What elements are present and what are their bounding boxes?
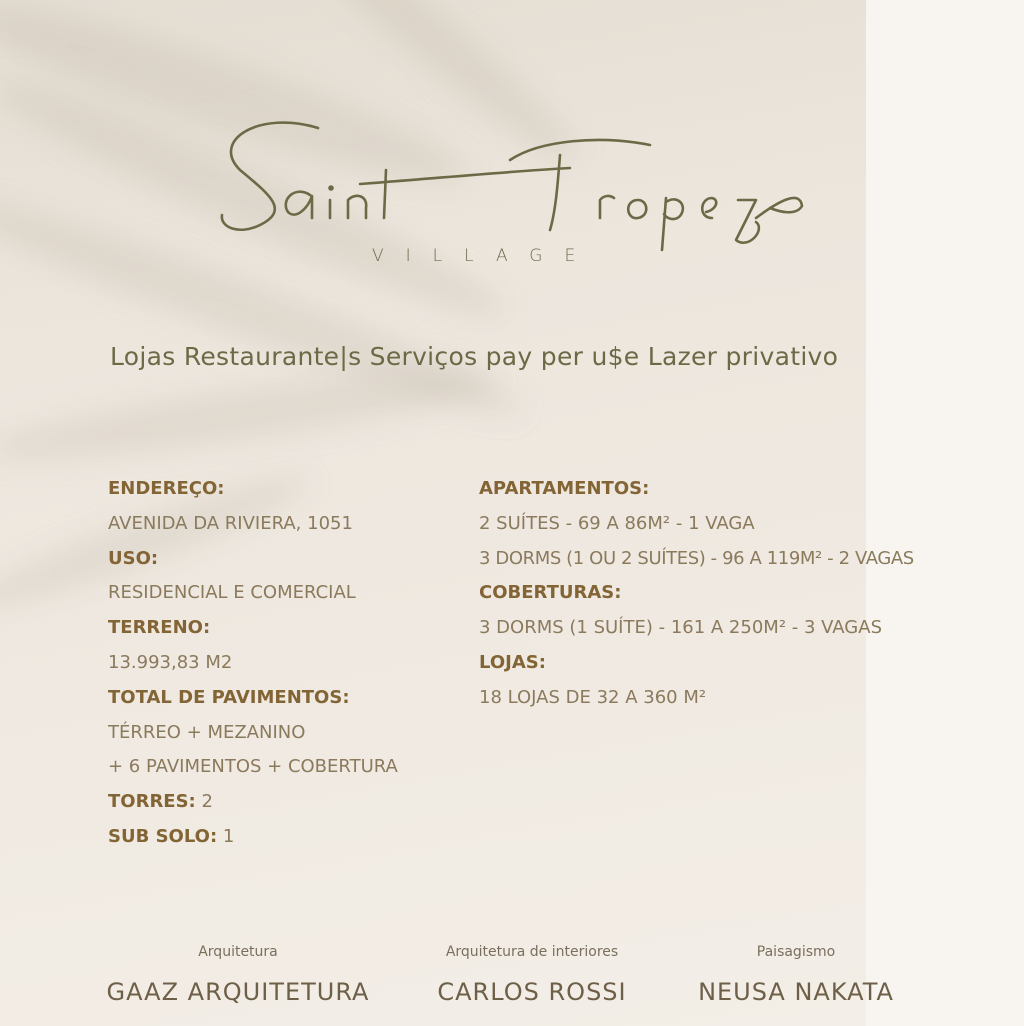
spec-value: AVENIDA DA RIVIERA, 1051 [108,512,353,534]
spec-value: 2 [195,791,213,813]
credit-name: NEUSA NAKATA [698,978,894,1006]
spec-row [108,716,398,751]
credit-name: CARLOS ROSSI [437,978,627,1006]
spec-row [108,820,398,855]
spec-row [479,576,914,611]
spec-label: SUB SOLO: [108,825,218,847]
spec-row [479,681,914,716]
credit-role: Arquitetura de interiores [445,944,619,960]
spec-row [479,507,914,542]
spec-row [108,472,398,507]
spec-label: TOTAL DE PAVIMENTOS: [108,686,350,708]
spec-label: TORRES: [108,791,196,813]
spec-row [108,507,398,542]
spec-value: 2 SUÍTES - 69 A 86M² - 1 VAGA [479,512,755,534]
spec-label: ENDEREÇO: [108,478,225,499]
brand-subtitle: VILLAGE [372,246,598,266]
credit-landscaping [676,944,916,1006]
spec-label: APARTAMENTOS: [479,478,650,499]
specs-right-column [479,472,914,716]
spec-row [108,750,398,785]
credit-role: Arquitetura [198,944,278,960]
tagline: Lojas Restaurante|s Serviços pay per u$e Lazer privativo [110,342,839,371]
spec-value: 1 [217,825,235,847]
spec-row [479,646,914,681]
credit-interiors [402,944,662,1006]
spec-value: TÉRREO + MEZANINO [108,721,306,743]
spec-value: 3 DORMS (1 SUÍTE) - 161 A 250M² - 3 VAGAS [479,617,882,639]
spec-value: 3 DORMS (1 OU 2 SUÍTES) - 96 A 119M² - 2 VAGAS [479,547,914,569]
spec-row [108,576,398,611]
spec-label: USO: [108,547,159,569]
credit-role: Paisagismo [756,944,836,960]
spec-value: 18 LOJAS DE 32 A 360 M² [479,686,707,708]
spec-label: LOJAS: [479,651,546,673]
spec-row [108,542,398,577]
spec-row [108,646,398,681]
spec-value: + 6 PAVIMENTOS + COBERTURA [108,756,398,778]
spec-row [479,472,914,507]
spec-label: TERRENO: [108,617,211,639]
spec-row [108,611,398,646]
spec-label: COBERTURAS: [479,582,622,604]
specs-left-column [108,472,398,855]
spec-row [108,785,398,820]
spec-row [108,681,398,716]
spec-row [479,542,914,577]
spec-value: RESIDENCIAL E COMERCIAL [108,582,356,604]
credit-architecture [98,944,378,1006]
credit-name: GAAZ ARQUITETURA [106,978,370,1006]
spec-value: 13.993,83 M2 [108,651,233,673]
spec-row [479,611,914,646]
